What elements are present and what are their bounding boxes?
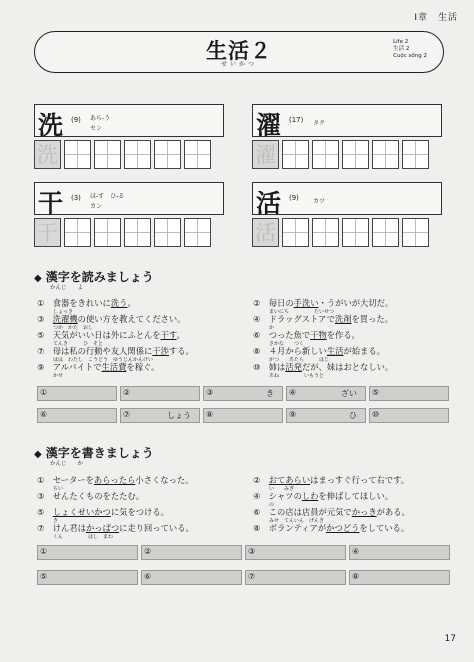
question-target: 干す bbox=[160, 330, 177, 340]
question-text: ⑧ ４月から新しい bbox=[253, 346, 327, 356]
practice-cell[interactable] bbox=[312, 140, 339, 169]
question-text: ⑤ 天気がいい日は外にふとんを bbox=[37, 330, 161, 340]
section-read-ruby: かんじ よ bbox=[50, 285, 84, 291]
practice-cell[interactable] bbox=[282, 218, 309, 247]
question-target: かっぱつ bbox=[85, 523, 120, 533]
answer-box[interactable] bbox=[369, 408, 449, 423]
practice-cell[interactable] bbox=[342, 140, 369, 169]
answer-box[interactable] bbox=[141, 570, 242, 585]
section-read-label: 漢字を読みましょう bbox=[45, 270, 154, 284]
kanji-char: 干 bbox=[38, 189, 64, 218]
question-text: はまっすぐ行って右です。 bbox=[310, 475, 410, 485]
answer-box[interactable] bbox=[203, 408, 283, 423]
section-write-ruby: かんじ か bbox=[50, 461, 84, 467]
question-text: ③ せんたくものをたたむ。 bbox=[37, 491, 145, 501]
question-target: かつどう bbox=[326, 523, 360, 533]
practice-cell[interactable] bbox=[402, 218, 429, 247]
trace-cell: 干 bbox=[34, 218, 61, 247]
answer-box[interactable] bbox=[245, 570, 346, 585]
question-ruby: まいにち たいせつ bbox=[269, 309, 335, 315]
question-ruby: みせ てんいん げんき bbox=[269, 518, 325, 524]
question-ruby: つか かた おし bbox=[53, 325, 94, 331]
question-text: を稼ぐ。 bbox=[126, 362, 160, 372]
answer-number: ④ bbox=[352, 547, 360, 556]
practice-cell[interactable] bbox=[184, 218, 211, 247]
question-target: 洗剤 bbox=[334, 314, 352, 324]
answer-box[interactable] bbox=[349, 570, 450, 585]
answer-number: ⑤ bbox=[40, 572, 48, 581]
question-text: の使い方を教えてください。 bbox=[77, 314, 186, 324]
question-target: しわ bbox=[301, 491, 319, 501]
title-translations bbox=[393, 39, 427, 60]
question-text: ⑧ ボランティアが bbox=[253, 523, 327, 533]
question-target: 洗濯機 bbox=[52, 314, 78, 324]
question-ruby: の bbox=[269, 502, 275, 508]
kanji-char: 洗 bbox=[38, 111, 64, 140]
practice-cell[interactable] bbox=[184, 140, 211, 169]
on-reading: カツ bbox=[313, 198, 326, 205]
question-text: ① セーターを bbox=[37, 475, 94, 485]
diamond-icon: ◆ bbox=[34, 449, 42, 460]
title-sub-vi: Cuộc sống 2 bbox=[393, 53, 427, 59]
question-ruby: ちい bbox=[53, 486, 64, 492]
answer-box[interactable] bbox=[286, 408, 366, 423]
answer-hint: き bbox=[266, 389, 274, 398]
answer-box[interactable] bbox=[141, 545, 242, 560]
question-text: をしている。 bbox=[359, 523, 410, 533]
practice-cell[interactable] bbox=[94, 140, 121, 169]
answer-box[interactable] bbox=[349, 545, 450, 560]
question-ruby: くん はし まわ bbox=[53, 534, 114, 540]
answer-number: ⑤ bbox=[372, 388, 380, 397]
question-text: ④ ドラッグストアで bbox=[253, 314, 335, 324]
answer-number: ⑩ bbox=[372, 410, 380, 419]
question-target: 手洗い bbox=[293, 298, 319, 308]
answer-number: ③ bbox=[248, 547, 256, 556]
answer-row bbox=[37, 545, 450, 560]
trace-cell: 濯 bbox=[252, 140, 279, 169]
answer-box[interactable] bbox=[37, 570, 138, 585]
question-item bbox=[37, 297, 136, 309]
question-item bbox=[253, 522, 409, 534]
question-ruby: てんき ひ そと bbox=[53, 341, 104, 347]
answer-number: ① bbox=[40, 388, 48, 397]
practice-cell[interactable] bbox=[402, 140, 429, 169]
question-target: おてあらい bbox=[268, 475, 311, 485]
answer-number: ⑧ bbox=[206, 410, 214, 419]
answer-hint: ひ bbox=[349, 411, 357, 420]
section-write-label: 漢字を書きましょう bbox=[45, 446, 154, 460]
kanji-char: 活 bbox=[256, 189, 282, 218]
question-ruby: がつ あたら はじ bbox=[269, 357, 330, 363]
kun-reading: ほ-す ひ-る bbox=[90, 193, 125, 200]
stroke-count: (9) bbox=[289, 194, 299, 202]
on-reading: カン bbox=[90, 203, 103, 210]
answer-box[interactable] bbox=[245, 545, 346, 560]
question-text: する。 bbox=[168, 346, 194, 356]
question-target: 干物 bbox=[310, 330, 327, 340]
practice-cell[interactable] bbox=[372, 218, 399, 247]
question-text: に気をつける。 bbox=[110, 507, 169, 517]
kanji-header bbox=[252, 104, 442, 140]
question-ruby: き bbox=[53, 518, 59, 524]
practice-cell[interactable] bbox=[282, 140, 309, 169]
answer-row bbox=[37, 408, 449, 423]
answer-number: ⑦ bbox=[123, 410, 131, 419]
question-item bbox=[37, 490, 144, 502]
question-ruby: あね いもうと bbox=[269, 373, 325, 379]
answer-box[interactable] bbox=[37, 386, 117, 401]
answer-box[interactable] bbox=[37, 545, 138, 560]
chapter-label: Ⅰ章 生活 bbox=[414, 13, 458, 23]
question-ruby: さかな つく bbox=[269, 341, 305, 347]
question-target: 活発 bbox=[285, 362, 302, 372]
practice-cell[interactable] bbox=[154, 140, 181, 169]
kanji-char: 濯 bbox=[256, 111, 282, 140]
stroke-count: (3) bbox=[71, 194, 81, 202]
practice-cell[interactable] bbox=[312, 218, 339, 247]
diamond-icon: ◆ bbox=[34, 273, 42, 284]
title-sub-zh: 生活 2 bbox=[393, 46, 410, 52]
practice-grid bbox=[252, 218, 429, 247]
practice-cell[interactable] bbox=[124, 218, 151, 247]
title-box bbox=[34, 31, 444, 73]
answer-box[interactable] bbox=[203, 386, 283, 401]
question-target: しょくせいかつ bbox=[52, 507, 111, 517]
answer-box[interactable] bbox=[120, 386, 200, 401]
question-text: ④ シャツの bbox=[253, 491, 302, 501]
question-text: ⑦ 母は私の行動や友人関係に bbox=[37, 346, 153, 356]
question-text: を伸ばしてほしい。 bbox=[318, 491, 394, 501]
question-text: ③ bbox=[37, 314, 53, 324]
practice-cell[interactable] bbox=[64, 218, 91, 247]
practice-grid bbox=[252, 140, 429, 169]
trace-cell: 洗 bbox=[34, 140, 61, 169]
question-target: 干渉 bbox=[152, 346, 169, 356]
answer-number: ⑥ bbox=[40, 410, 48, 419]
question-text: ⑥ つった魚で bbox=[253, 330, 311, 340]
question-text: ① 食器をきれいに bbox=[37, 298, 111, 308]
answer-number: ② bbox=[123, 388, 131, 397]
answer-number: ② bbox=[144, 547, 152, 556]
question-text: ⑨ アルバイトで bbox=[37, 362, 102, 372]
question-text: ⑦ けん君は bbox=[37, 523, 86, 533]
stroke-count: (9) bbox=[71, 116, 81, 124]
question-text: が始まる。 bbox=[343, 346, 385, 356]
answer-number: ① bbox=[40, 547, 48, 556]
question-target: 生活 bbox=[326, 346, 344, 356]
question-text: ⑩ 姉は bbox=[253, 362, 286, 372]
kanji-header bbox=[34, 182, 224, 218]
answer-hint: しょう bbox=[167, 411, 191, 420]
answer-box[interactable] bbox=[369, 386, 449, 401]
question-text: 。 bbox=[127, 298, 136, 308]
kanji-header bbox=[34, 104, 224, 140]
question-target: 洗う bbox=[110, 298, 128, 308]
page-title: 生活２ bbox=[206, 39, 272, 63]
on-reading: セン bbox=[90, 125, 103, 132]
kun-reading: あら-う bbox=[90, 115, 111, 122]
answer-row bbox=[37, 570, 450, 585]
trace-cell: 活 bbox=[252, 218, 279, 247]
question-text: ⑥ この店は店員が元気で bbox=[253, 507, 352, 517]
question-text: を作る。 bbox=[326, 330, 360, 340]
answer-number: ⑥ bbox=[144, 572, 152, 581]
practice-cell[interactable] bbox=[124, 140, 151, 169]
question-ruby: はは わたし こうどう ゆうじんかんけい bbox=[53, 357, 154, 363]
question-target: 生活費 bbox=[101, 362, 127, 372]
practice-cell[interactable] bbox=[342, 218, 369, 247]
kanji-header bbox=[252, 182, 442, 218]
question-text: ・うがいが大切だ。 bbox=[318, 298, 394, 308]
practice-cell[interactable] bbox=[94, 218, 121, 247]
question-text: がある。 bbox=[376, 507, 410, 517]
question-text: ⑤ bbox=[37, 507, 53, 517]
question-text: ② 毎日の bbox=[253, 298, 294, 308]
question-text: だが、妹はおとなしい。 bbox=[301, 362, 394, 372]
on-reading: タク bbox=[313, 120, 326, 127]
question-text: を買った。 bbox=[351, 314, 393, 324]
question-ruby: い みぎ bbox=[269, 486, 295, 492]
question-text: 。 bbox=[176, 330, 185, 340]
answer-box[interactable] bbox=[286, 386, 366, 401]
answer-hint: ざい bbox=[341, 389, 357, 398]
question-ruby: しょっき bbox=[53, 309, 74, 315]
title-ruby: せいかつ bbox=[220, 61, 257, 68]
page-number: 17 bbox=[444, 634, 456, 644]
answer-number: ⑧ bbox=[352, 572, 360, 581]
answer-number: ③ bbox=[206, 388, 214, 397]
practice-grid bbox=[34, 140, 211, 169]
question-target: かっき bbox=[351, 507, 377, 517]
title-sub-en: Life 2 bbox=[393, 39, 409, 45]
practice-cell[interactable] bbox=[64, 140, 91, 169]
practice-grid bbox=[34, 218, 211, 247]
answer-number: ⑨ bbox=[289, 410, 297, 419]
answer-number: ④ bbox=[289, 388, 297, 397]
answer-number: ⑦ bbox=[248, 572, 256, 581]
question-text: に走り回っている。 bbox=[119, 523, 194, 533]
question-text: 小さくなった。 bbox=[135, 475, 194, 485]
practice-cell[interactable] bbox=[154, 218, 181, 247]
question-target: あらったら bbox=[93, 475, 136, 485]
question-text: ② bbox=[253, 475, 269, 485]
question-ruby: かせ bbox=[53, 373, 64, 379]
answer-box[interactable] bbox=[37, 408, 117, 423]
question-ruby: か bbox=[269, 325, 275, 331]
answer-box[interactable] bbox=[120, 408, 200, 423]
answer-row bbox=[37, 386, 449, 401]
practice-cell[interactable] bbox=[372, 140, 399, 169]
stroke-count: (17) bbox=[289, 116, 304, 124]
